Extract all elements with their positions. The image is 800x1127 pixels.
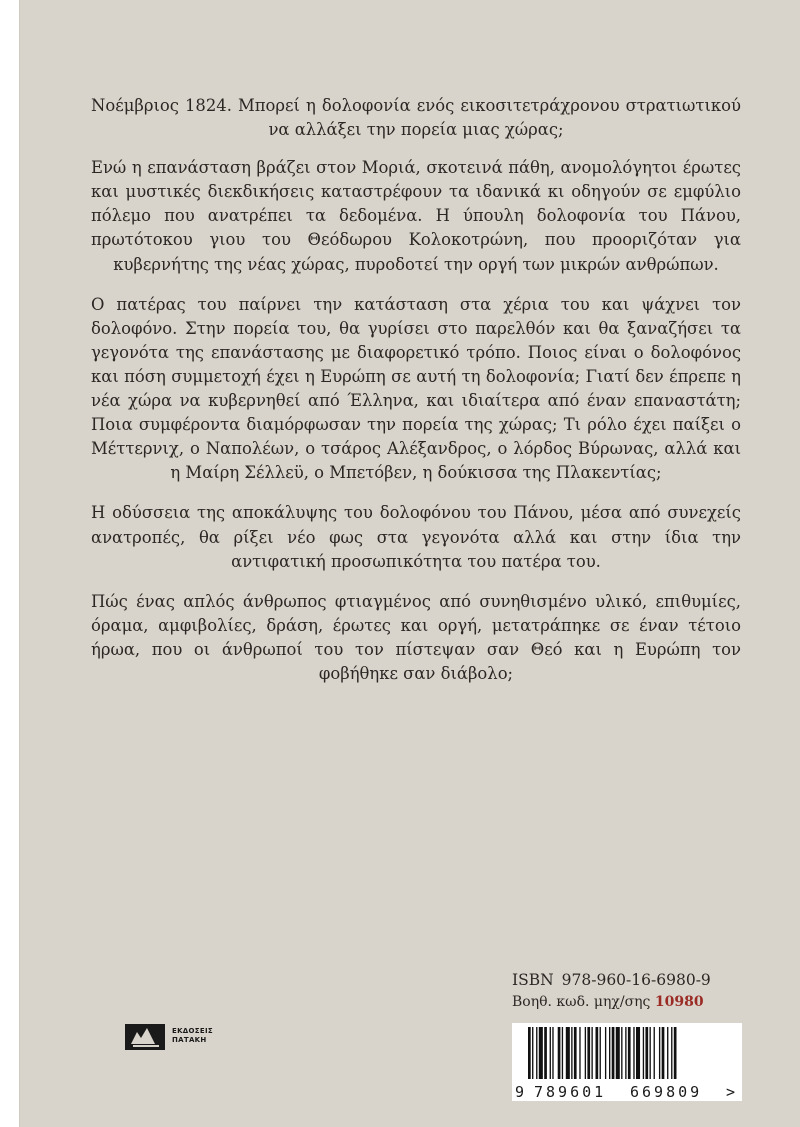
barcode-digits-left: 789601 <box>534 1083 607 1101</box>
blurb-paragraph-2: Ενώ η επανάσταση βράζει στον Μοριά, σκοτεινά πάθη, ανομολόγητοι έρωτες και μυστικές διεκδικήσεις καταστρέφουν τα ιδανικά κι οδηγούν σε εμφύλιο πόλεμο που ανατρέπει τα δεδομένα. Η ύπουλη δολοφονία του Πάνου, πρωτότοκου γιου του Θεόδωρου Κολοκοτρώνη, που προοριζόταν για κυβερνήτης της νέας χώρας, πυροδοτεί την οργή των μικρών ανθρώπων. <box>91 158 741 274</box>
barcode <box>512 1023 742 1101</box>
barcode-end-mark: > <box>726 1083 736 1101</box>
aux-code-line <box>512 991 742 1013</box>
isbn-number: 978-960-16-6980-9 <box>561 971 711 989</box>
barcode-graphic <box>512 1023 742 1101</box>
back-cover-blurb <box>91 94 741 702</box>
barcode-digits-right: 669809 <box>630 1083 703 1101</box>
publisher-logo <box>125 1022 255 1052</box>
barcode-bars <box>528 1027 677 1079</box>
isbn-label: ISBN <box>512 971 554 989</box>
aux-code-label: Βοηθ. κωδ. μηχ/σης <box>512 994 651 1010</box>
blurb-paragraph-4: Η οδύσσεια της αποκάλυψης του δολοφόνου του Πάνου, μέσα από συνεχείς ανατροπές, θα ρίξει νέο φως στα γεγονότα αλλά και στην ίδια την αντιφατική προσωπικότητα του πατέρα του. <box>91 503 741 571</box>
isbn-line <box>512 969 742 991</box>
publisher-name <box>172 1027 213 1045</box>
aux-code-number: 10980 <box>654 994 704 1010</box>
isbn-block <box>512 969 742 1013</box>
barcode-digit-first: 9 <box>515 1083 525 1101</box>
back-cover <box>19 0 800 1127</box>
blurb-paragraph-1: Νοέμβριος 1824. Μπορεί η δολοφονία ενός εικοσιτετράχρονου στρατιωτικού να αλλάξει την πορεία μιας χώρας; <box>91 96 741 140</box>
blurb-paragraph-3: Ο πατέρας του παίρνει την κατάσταση στα χέρια του και ψάχνει τον δολοφόνο. Στην πορεία του, θα γυρίσει στο παρελθόν και θα ξαναζήσει τα γεγονότα της επανάστασης με διαφορετικό τρόπο. Ποιος είναι ο δολοφόνος και πόση συμμετοχή έχει η Ευρώπη σε αυτή τη δολοφονία; Γιατί δεν έπρεπε η νέα χώρα να κυβερνηθεί από Έλληνα, και ιδιαίτερα από έναν επαναστάτη; Ποια συμφέροντα διαμόρφωσαν την πορεία της χώρας; Τι ρόλο έχει παίξει ο Μέττερνιχ, ο Ναπολέων, ο τσάρος Αλέξανδρος, ο λόρδος Βύρωνας, αλλά και η Μαίρη Σέλλεϋ, ο Μπετόβεν, η δούκισσα της Πλακεντίας; <box>91 294 741 483</box>
publisher-line-1: ΕΚΔΟΣΕΙΣ <box>172 1027 213 1035</box>
blurb-paragraph-5: Πώς ένας απλός άνθρωπος φτιαγμένος από συνηθισμένο υλικό, επιθυμίες, όραμα, αμφιβολίες, δράση, έρωτες και οργή, μετατράπηκε σε έναν τέτοιο ήρωα, που οι άνθρωποί του τον πίστεψαν σαν Θεό και η Ευρώπη τον φοβήθηκε σαν διάβολο; <box>91 591 741 683</box>
publisher-line-2: ΠΑΤΑΚΗ <box>172 1036 207 1044</box>
publisher-logo-icon <box>125 1022 169 1052</box>
